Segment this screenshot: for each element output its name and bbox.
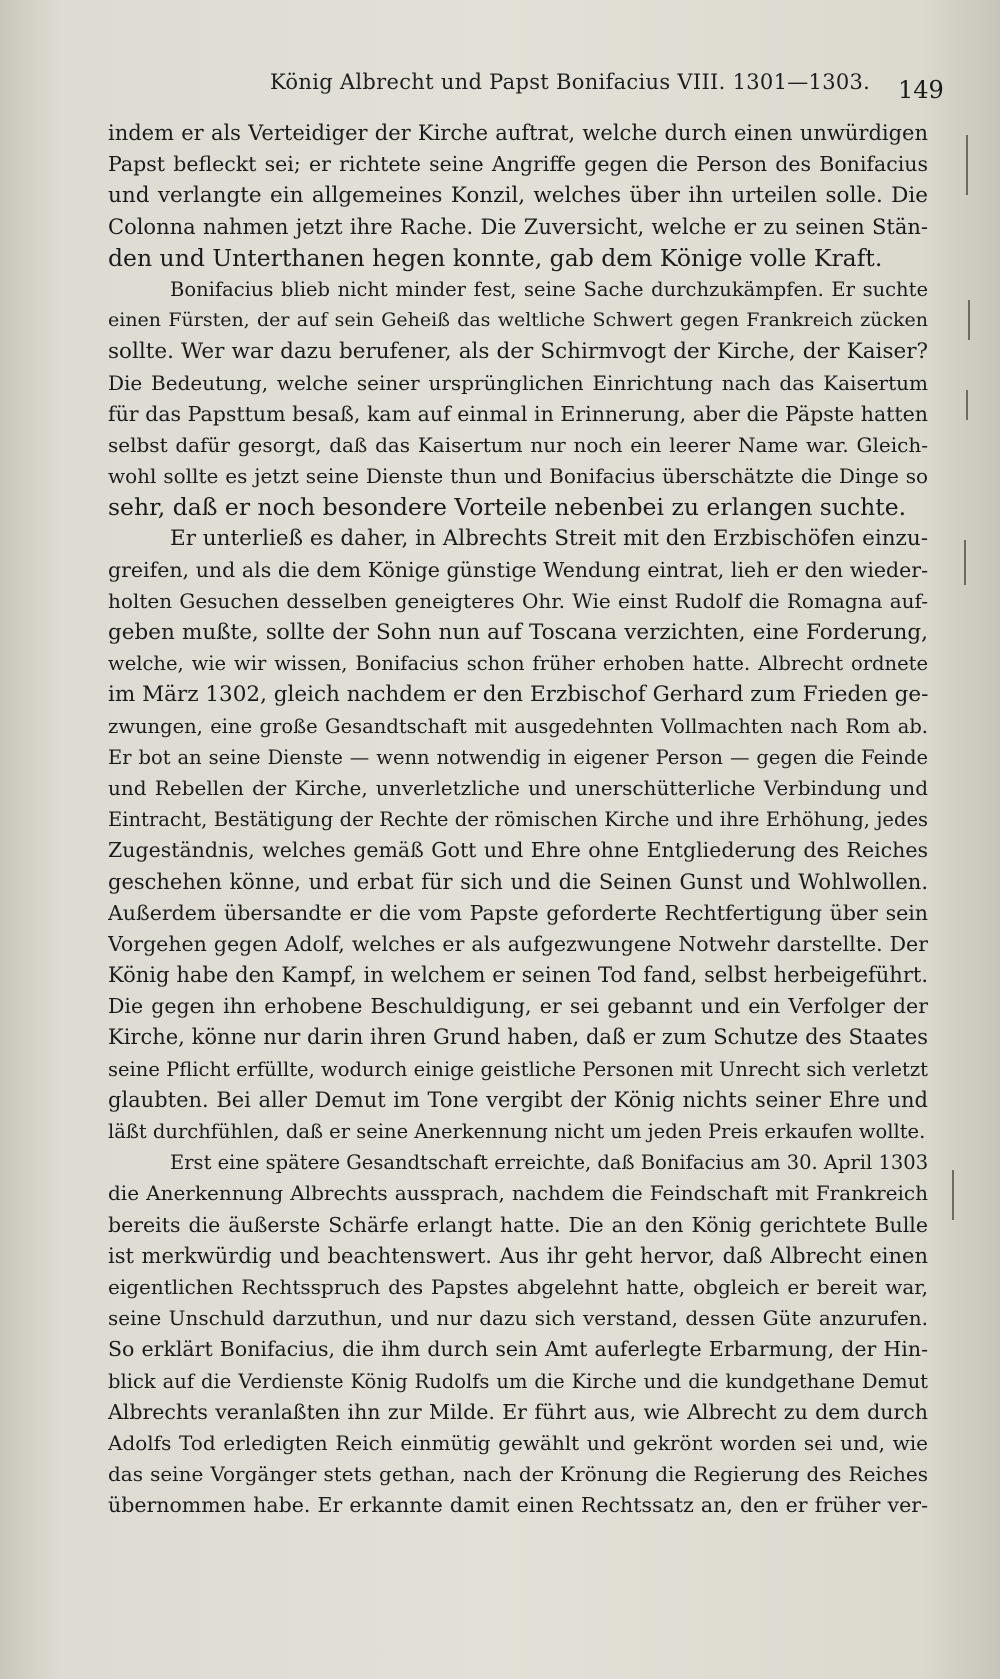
text-line: selbst dafür gesorgt, daß das Kaisertum nur noch ein leerer Name war. Gleich- [108,432,928,457]
text-line: Colonna nahmen jetzt ihre Rache. Die Zuversicht, welche er zu seinen Stän- [108,214,928,239]
paragraph-start-line: Er unterließ es daher, in Albrechts Streit mit den Erzbischöfen einzu- [170,526,928,552]
text-line: greifen, und als die dem Könige günstige Wendung eintrat, lieh er den wieder- [108,557,928,582]
text-line: und verlangte ein allgemeines Konzil, welches über ihn urteilen solle. Die [108,183,928,209]
text-line: geben mußte, sollte der Sohn nun auf Toscana verzichten, eine Forderung, [108,620,928,645]
text-line: Albrechts veranlaßten ihn zur Milde. Er führt aus, wie Albrecht zu dem durch [108,1399,928,1424]
text-line: läßt durchfühlen, daß er seine Anerkennung nicht um jeden Preis erkaufen wollte. [108,1120,926,1143]
text-line: übernommen habe. Er erkannte damit einen Rechtssatz an, den er früher ver- [108,1493,928,1518]
text-line: geschehen könne, und erbat für sich und die Seinen Gunst und Wohlwollen. [108,869,928,894]
running-title: König Albrecht und Papst Bonifacius VIII. 1301—1303. [270,70,871,94]
text-line: blick auf die Verdienste König Rudolfs um die Kirche und die kundgethane Demut [108,1369,928,1393]
margin-mark [968,300,970,340]
text-line: seine Unschuld darzuthun, und nur dazu sich verstand, dessen Güte anzurufen. [108,1306,928,1331]
paragraph-start-line: Erst eine spätere Gesandtschaft erreichte, daß Bonifacius am 30. April 1303 [170,1151,928,1175]
text-line: Zugeständnis, welches gemäß Gott und Ehre ohne Entgliederung des Reiches [108,838,928,863]
text-line: sehr, daß er noch besondere Vorteile nebenbei zu erlangen suchte. [108,493,907,522]
text-line: wohl sollte es jetzt seine Dienste thun und Bonifacius überschätzte die Dinge so [108,464,928,489]
margin-mark [952,1170,954,1220]
text-line: eigentlichen Rechtsspruch des Papstes abgelehnt hatte, obgleich er bereit war, [108,1274,928,1299]
text-line: im März 1302, gleich nachdem er den Erzbischof Gerhard zum Frieden ge- [108,682,928,708]
text-line: Die Bedeutung, welche seiner ursprünglichen Einrichtung nach das Kaisertum [108,370,928,395]
text-line: So erklärt Bonifacius, die ihm durch sein Amt auferlegte Erbarmung, der Hin- [108,1337,928,1362]
margin-mark [966,135,968,195]
text-line: welche, wie wir wissen, Bonifacius schon früher erhoben hatte. Albrecht ordnete [108,652,928,676]
text-line: den und Unterthanen hegen konnte, gab dem Könige volle Kraft. [108,243,883,272]
text-line: sollte. Wer war dazu berufener, als der Schirmvogt der Kirche, der Kaiser? [108,339,928,365]
text-line: für das Papsttum besaß, kam auf einmal in Erinnerung, aber die Päpste hatten [108,401,928,426]
text-line: und Rebellen der Kirche, unverletzliche und unerschütterliche Verbindung und [108,775,928,800]
text-line: Adolfs Tod erledigten Reich einmütig gewählt und gekrönt worden sei und, wie [108,1430,928,1455]
text-line: indem er als Verteidiger der Kirche auftrat, welche durch einen unwürdigen [108,121,928,145]
text-line: zwungen, eine große Gesandtschaft mit ausgedehnten Vollmachten nach Rom ab. [108,714,928,738]
text-line: bereits die äußerste Schärfe erlangt hatte. Die an den König gerichtete Bulle [108,1212,928,1237]
text-line: König habe den Kampf, in welchem er seinen Tod fand, selbst herbeigeführt. [108,963,928,988]
text-line: holten Gesuchen desselben geneigteres Ohr. Wie einst Rudolf die Romagna auf- [108,588,928,613]
text-line: Eintracht, Bestätigung der Rechte der römischen Kirche und ihre Erhöhung, jedes [108,808,928,832]
text-line: einen Fürsten, der auf sein Geheiß das weltliche Schwert gegen Frankreich zücken [108,309,928,332]
text-line: Außerdem übersandte er die vom Papste geforderte Rechtfertigung über sein [108,900,928,925]
text-line: glaubten. Bei aller Demut im Tone vergibt der König nichts seiner Ehre und [108,1087,928,1112]
page-number: 149 [898,76,944,104]
text-line: die Anerkennung Albrechts aussprach, nachdem die Feindschaft mit Frankreich [108,1181,928,1206]
text-line: das seine Vorgänger stets gethan, nach der Krönung die Regierung des Reiches [108,1462,928,1487]
text-line: seine Pflicht erfüllte, wodurch einige geistliche Personen mit Unrecht sich verletzt [108,1057,928,1081]
paragraph-start-line: Bonifacius blieb nicht minder fest, seine Sache durchzukämpfen. Er suchte [170,277,928,301]
margin-mark [964,540,966,585]
text-line: Papst befleckt sei; er richtete seine Angriffe gegen die Person des Bonifacius [108,152,928,177]
text-line: Kirche, könne nur darin ihren Grund haben, daß er zum Schutze des Staates [108,1025,928,1050]
text-line: Vorgehen gegen Adolf, welches er als aufgezwungene Notwehr darstellte. Der [108,931,928,956]
body-text [108,118,928,1521]
text-line: Er bot an seine Dienste — wenn notwendig in eigener Person — gegen die Feinde [108,745,928,769]
text-line: Die gegen ihn erhobene Beschuldigung, er sei gebannt und ein Verfolger der [108,994,928,1019]
margin-mark [966,390,968,420]
text-line: ist merkwürdig und beachtenswert. Aus ihr geht hervor, daß Albrecht einen [108,1243,928,1268]
